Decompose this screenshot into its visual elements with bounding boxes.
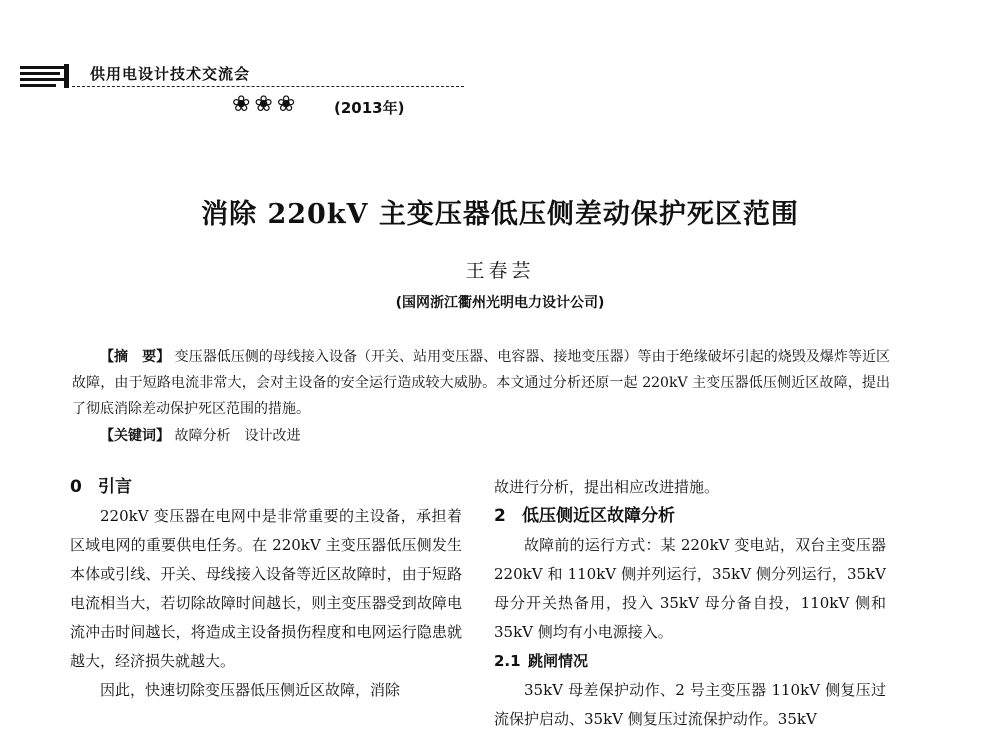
journal-logo: [20, 64, 68, 88]
header-divider: [72, 86, 464, 87]
paragraph: 220kV 变压器在电网中是非常重要的主设备，承担着区域电网的重要供电任务。在 220kV 主变压器低压侧发生本体或引线、开关、母线接入设备等近区故障时，由于短路电流相当大，若切除故障时间越长，则主变压器受到故障电流冲击时间越长，将造成主设备损伤程度和电网运行隐患就越大，经济损失就越大。: [70, 507, 462, 670]
abstract: [72, 344, 890, 422]
author-name: 王春芸: [465, 260, 535, 282]
abstract-label: 【摘 要】: [100, 349, 171, 365]
paragraph: 故障前的运行方式：某 220kV 变电站，双台主变压器 220kV 和 110kV 侧并列运行，35kV 侧分列运行，35kV 母分开关热备用，投入 35kV 母分备自投，110kV 侧和 35kV 侧均有小电源接入。: [494, 536, 886, 641]
keywords-label: 【关键词】: [100, 428, 170, 444]
keywords-text: 故障分析 设计改进: [174, 428, 301, 444]
section-heading-analysis: [494, 502, 886, 531]
section-title: 低压侧近区故障分析: [522, 506, 675, 526]
section-title: 引言: [98, 477, 132, 497]
keywords: [100, 425, 300, 445]
paragraph-continuation: 故进行分析，提出相应改进措施。: [494, 478, 720, 496]
section-number: 0: [70, 477, 82, 497]
left-column: [70, 473, 462, 705]
right-column: [494, 473, 886, 734]
flower-ornament-icon: ❀❀❀: [232, 92, 300, 117]
conference-name: 供用电设计技术交流会: [90, 65, 251, 83]
subsection-heading-trip: [494, 647, 886, 676]
paragraph: 因此，快速切除变压器低压侧近区故障，消除: [100, 681, 401, 699]
subsection-title: 跳闸情况: [528, 652, 589, 670]
paragraph: 35kV 母差保护动作、2 号主变压器 110kV 侧复压过流保护启动、35kV 侧复压过流保护动作。35kV: [494, 681, 886, 728]
paper-title: 消除 220kV 主变压器低压侧差动保护死区范围: [201, 199, 799, 230]
author-affiliation: (国网浙江衢州光明电力设计公司): [395, 295, 605, 311]
subsection-number: 2.1: [494, 652, 521, 670]
section-number: 2: [494, 506, 506, 526]
abstract-text: 变压器低压侧的母线接入设备（开关、站用变压器、电容器、接地变压器）等由于绝缘破坏引起的烧毁及爆炸等近区故障，由于短路电流非常大，会对主设备的安全运行造成较大威胁。本文通过分析还原一起 220kV 主变压器低压侧近区故障，提出了彻底消除差动保护死区范围的措施。: [72, 349, 891, 417]
conference-year: (2013年): [334, 99, 405, 117]
section-heading-intro: [70, 473, 462, 502]
